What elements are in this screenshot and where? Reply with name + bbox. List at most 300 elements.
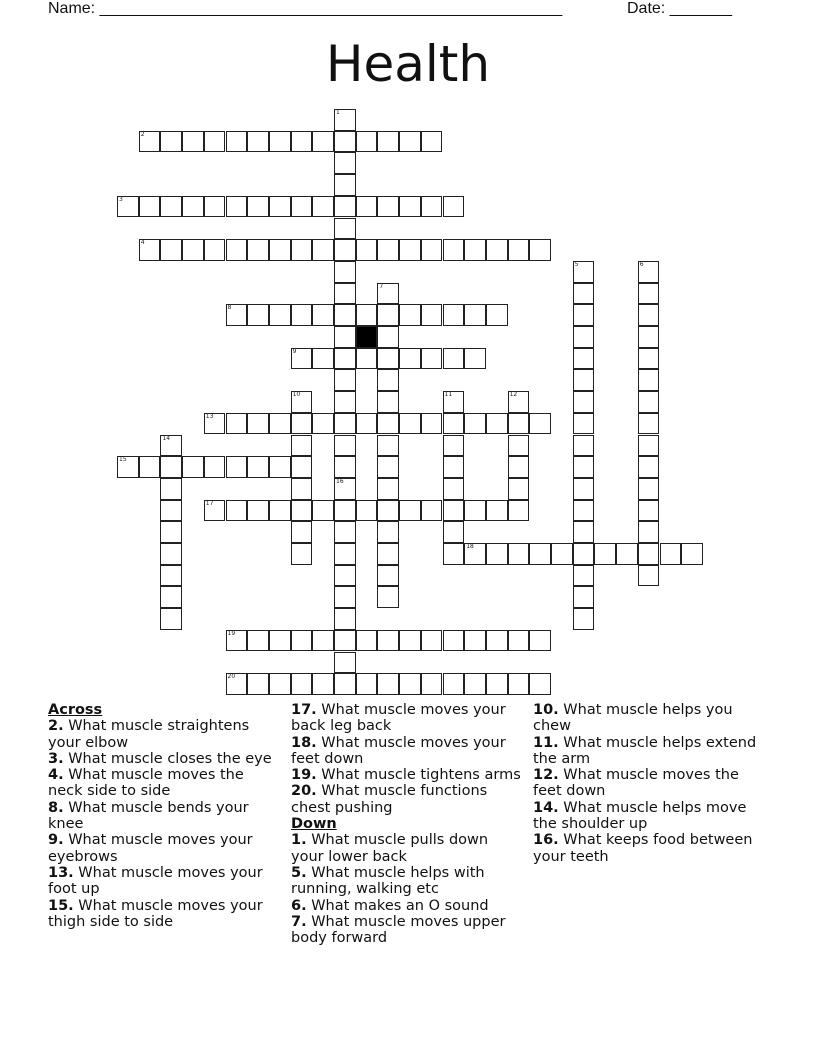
grid-cell[interactable]	[377, 543, 399, 565]
grid-cell[interactable]	[443, 521, 465, 543]
grid-cell[interactable]	[377, 630, 399, 652]
grid-cell[interactable]	[508, 543, 530, 565]
grid-cell[interactable]	[638, 304, 660, 326]
clue-number: 7	[379, 282, 384, 290]
clue-number-label: 4.	[48, 767, 64, 784]
grid-cell[interactable]	[291, 304, 313, 326]
grid-cell[interactable]	[377, 500, 399, 522]
grid-cell[interactable]	[377, 326, 399, 348]
clue-text: What muscle moves the feet down	[533, 767, 739, 800]
clue-text: What keeps food between your teeth	[533, 832, 753, 865]
clue-text: What muscle helps move the shoulder up	[533, 799, 747, 833]
grid-cell[interactable]	[247, 196, 269, 218]
grid-cell[interactable]	[377, 304, 399, 326]
grid-cell[interactable]	[377, 369, 399, 391]
grid-cell[interactable]	[638, 391, 660, 413]
grid-cell[interactable]	[638, 283, 660, 305]
grid-cell[interactable]	[269, 239, 291, 261]
clue-number: 5	[574, 260, 579, 268]
clue-text: What muscle moves your foot up	[48, 864, 263, 898]
clue-number-label: 15.	[48, 897, 74, 914]
grid-cell[interactable]	[182, 239, 204, 261]
grid-cell[interactable]	[486, 630, 508, 652]
grid-cell[interactable]	[334, 218, 356, 240]
grid-cell[interactable]	[160, 435, 182, 457]
grid-cell[interactable]	[160, 521, 182, 543]
grid-cell[interactable]	[291, 196, 313, 218]
grid-cell[interactable]	[443, 478, 465, 500]
grid-cell[interactable]	[573, 261, 595, 283]
grid-cell[interactable]	[356, 500, 378, 522]
clue-number: 2	[140, 130, 145, 138]
grid-cell[interactable]	[160, 586, 182, 608]
grid-cell[interactable]	[508, 239, 530, 261]
grid-cell[interactable]	[399, 196, 421, 218]
grid-cell[interactable]	[247, 456, 269, 478]
grid-cell[interactable]	[269, 500, 291, 522]
grid-cell[interactable]	[334, 109, 356, 131]
grid-cell[interactable]	[594, 543, 616, 565]
grid-cell[interactable]	[529, 630, 551, 652]
grid-cell[interactable]	[269, 131, 291, 153]
grid-cell[interactable]	[226, 304, 248, 326]
grid-cell[interactable]	[421, 348, 443, 370]
clue-number: 11	[444, 391, 453, 399]
grid-cell[interactable]	[377, 348, 399, 370]
clue-number-label: 14.	[533, 799, 559, 816]
grid-cell[interactable]	[160, 131, 182, 153]
grid-cell[interactable]	[399, 630, 421, 652]
grid-cell[interactable]	[334, 196, 356, 218]
grid-cell[interactable]	[160, 456, 182, 478]
grid-cell[interactable]	[573, 586, 595, 608]
grid-cell[interactable]	[334, 652, 356, 674]
grid-cell[interactable]	[204, 196, 226, 218]
grid-cell[interactable]	[291, 500, 313, 522]
grid-cell[interactable]	[117, 196, 139, 218]
grid-cell[interactable]	[312, 131, 334, 153]
clue-number: 8	[227, 304, 232, 312]
clue-item	[48, 832, 273, 865]
grid-cell[interactable]	[334, 456, 356, 478]
grid-cell[interactable]	[139, 239, 161, 261]
grid-cell[interactable]	[573, 283, 595, 305]
grid-cell[interactable]	[377, 283, 399, 305]
clue-item	[291, 865, 521, 898]
grid-cell[interactable]	[508, 673, 530, 695]
clue-number: 16	[336, 477, 344, 485]
clue-number-label: 8.	[48, 799, 64, 816]
grid-cell[interactable]	[160, 543, 182, 565]
grid-cell[interactable]	[464, 543, 486, 565]
grid-cell[interactable]	[160, 565, 182, 587]
grid-cell[interactable]	[660, 543, 682, 565]
grid-cell[interactable]	[573, 543, 595, 565]
grid-cell[interactable]	[247, 413, 269, 435]
grid-cell[interactable]	[269, 630, 291, 652]
grid-cell[interactable]	[529, 543, 551, 565]
grid-cell[interactable]	[421, 239, 443, 261]
grid-cell[interactable]	[464, 239, 486, 261]
grid-cell[interactable]	[573, 348, 595, 370]
grid-cell[interactable]	[638, 348, 660, 370]
clues-column-1	[48, 702, 273, 930]
grid-cell[interactable]	[334, 326, 356, 348]
grid-cell[interactable]	[160, 478, 182, 500]
grid-cell[interactable]	[291, 131, 313, 153]
grid-cell[interactable]	[443, 348, 465, 370]
grid-cell[interactable]	[508, 413, 530, 435]
grid-cell[interactable]	[399, 304, 421, 326]
clue-number: 10	[292, 391, 301, 399]
grid-cell[interactable]	[638, 261, 660, 283]
grid-cell[interactable]	[638, 521, 660, 543]
grid-cell[interactable]	[573, 500, 595, 522]
grid-cell[interactable]	[356, 413, 378, 435]
clue-text: What muscle moves your eyebrows	[48, 832, 253, 865]
clue-item	[291, 767, 521, 783]
grid-cell[interactable]	[486, 500, 508, 522]
grid-cell[interactable]	[226, 413, 248, 435]
grid-cell[interactable]	[334, 152, 356, 174]
grid-cell[interactable]	[291, 521, 313, 543]
grid-cell[interactable]	[139, 131, 161, 153]
grid-cell[interactable]	[356, 304, 378, 326]
grid-cell[interactable]	[334, 586, 356, 608]
grid-cell[interactable]	[638, 478, 660, 500]
grid-cell[interactable]	[573, 435, 595, 457]
grid-cell[interactable]	[573, 326, 595, 348]
clues-column-3	[533, 702, 768, 865]
clue-number-label: 6.	[291, 897, 307, 914]
grid-cell[interactable]	[486, 543, 508, 565]
grid-cell[interactable]	[443, 543, 465, 565]
grid-cell[interactable]	[421, 673, 443, 695]
grid-cell[interactable]	[508, 456, 530, 478]
grid-cell[interactable]	[160, 608, 182, 630]
grid-cell[interactable]	[377, 413, 399, 435]
clue-number: 13	[205, 412, 214, 420]
clue-item	[48, 898, 273, 931]
grid-cell[interactable]	[334, 478, 356, 500]
clue-text: What muscle pulls down your lower back	[291, 832, 489, 865]
grid-cell[interactable]	[377, 478, 399, 500]
grid-cell[interactable]	[291, 391, 313, 413]
clue-number-label: 17.	[291, 702, 317, 718]
grid-cell[interactable]	[443, 630, 465, 652]
clue-number-label: 5.	[291, 864, 307, 881]
grid-cell[interactable]	[247, 673, 269, 695]
grid-cell[interactable]	[464, 348, 486, 370]
grid-cell[interactable]	[377, 239, 399, 261]
clue-item	[48, 800, 273, 833]
grid-cell[interactable]	[377, 565, 399, 587]
grid-cell[interactable]	[377, 391, 399, 413]
grid-cell[interactable]	[312, 196, 334, 218]
grid-cell[interactable]	[312, 239, 334, 261]
grid-cell[interactable]	[291, 630, 313, 652]
grid-cell[interactable]	[334, 283, 356, 305]
grid-cell[interactable]	[573, 391, 595, 413]
grid-cell[interactable]	[269, 456, 291, 478]
grid-cell[interactable]	[573, 456, 595, 478]
clue-number: 17	[205, 499, 214, 507]
grid-cell[interactable]	[508, 630, 530, 652]
grid-cell[interactable]	[638, 565, 660, 587]
grid-cell[interactable]	[334, 369, 356, 391]
clue-item	[48, 767, 273, 800]
grid-cell[interactable]	[269, 673, 291, 695]
grid-cell[interactable]	[226, 630, 248, 652]
grid-cell[interactable]	[226, 196, 248, 218]
grid-cell[interactable]	[573, 478, 595, 500]
grid-cell[interactable]	[334, 348, 356, 370]
clue-number-label: 20.	[291, 783, 317, 800]
grid-cell[interactable]	[486, 304, 508, 326]
grid-cell[interactable]	[443, 673, 465, 695]
grid-cell[interactable]	[421, 500, 443, 522]
grid-cell[interactable]	[443, 456, 465, 478]
grid-cell[interactable]	[334, 435, 356, 457]
grid-cell[interactable]	[529, 239, 551, 261]
grid-cell[interactable]	[226, 131, 248, 153]
grid-cell[interactable]	[508, 391, 530, 413]
clue-item	[48, 751, 273, 767]
grid-cell[interactable]	[486, 239, 508, 261]
grid-cell[interactable]	[377, 131, 399, 153]
grid-cell[interactable]	[204, 413, 226, 435]
grid-cell[interactable]	[443, 435, 465, 457]
clue-text: What muscle functions chest pushing	[291, 783, 488, 816]
grid-cell[interactable]	[312, 304, 334, 326]
clue-text: What muscle bends your knee	[48, 799, 249, 833]
grid-cell[interactable]	[204, 239, 226, 261]
grid-cell[interactable]	[529, 673, 551, 695]
grid-cell[interactable]	[573, 565, 595, 587]
grid-cell[interactable]	[377, 456, 399, 478]
clue-item	[291, 735, 521, 768]
black-square	[356, 326, 378, 348]
clue-text: What muscle straightens your elbow	[48, 718, 250, 751]
grid-cell[interactable]	[681, 543, 703, 565]
grid-cell[interactable]	[247, 131, 269, 153]
grid-cell[interactable]	[182, 196, 204, 218]
grid-cell[interactable]	[334, 673, 356, 695]
grid-cell[interactable]	[443, 196, 465, 218]
grid-cell[interactable]	[573, 304, 595, 326]
down-clue-list-continued	[533, 702, 768, 865]
grid-cell[interactable]	[334, 304, 356, 326]
clues-column-2	[291, 702, 521, 946]
grid-cell[interactable]	[160, 239, 182, 261]
clue-number-label: 2.	[48, 718, 64, 735]
grid-cell[interactable]	[334, 500, 356, 522]
grid-cell[interactable]	[638, 413, 660, 435]
clue-item	[48, 865, 273, 898]
grid-cell[interactable]	[443, 391, 465, 413]
grid-cell[interactable]	[269, 196, 291, 218]
grid-cell[interactable]	[160, 196, 182, 218]
grid-cell[interactable]	[334, 565, 356, 587]
grid-cell[interactable]	[312, 500, 334, 522]
grid-cell[interactable]	[356, 630, 378, 652]
grid-cell[interactable]	[247, 630, 269, 652]
grid-cell[interactable]	[269, 304, 291, 326]
grid-cell[interactable]	[160, 500, 182, 522]
grid-cell[interactable]	[638, 326, 660, 348]
grid-cell[interactable]	[182, 456, 204, 478]
clue-text: What muscle moves your feet down	[291, 734, 506, 767]
grid-cell[interactable]	[226, 239, 248, 261]
grid-cell[interactable]	[334, 413, 356, 435]
clue-item	[291, 914, 521, 947]
grid-cell[interactable]	[269, 413, 291, 435]
grid-cell[interactable]	[573, 369, 595, 391]
grid-cell[interactable]	[377, 586, 399, 608]
grid-cell[interactable]	[226, 673, 248, 695]
grid-cell[interactable]	[399, 413, 421, 435]
grid-cell[interactable]	[291, 435, 313, 457]
grid-cell[interactable]	[421, 413, 443, 435]
grid-cell[interactable]	[421, 131, 443, 153]
clue-text: What muscle moves the neck side to side	[48, 767, 244, 800]
grid-cell[interactable]	[247, 304, 269, 326]
grid-cell[interactable]	[399, 500, 421, 522]
grid-cell[interactable]	[638, 435, 660, 457]
grid-cell[interactable]	[291, 413, 313, 435]
grid-cell[interactable]	[291, 456, 313, 478]
grid-cell[interactable]	[312, 630, 334, 652]
grid-cell[interactable]	[638, 456, 660, 478]
grid-cell[interactable]	[377, 196, 399, 218]
clue-number: 14	[162, 434, 171, 442]
grid-cell[interactable]	[291, 543, 313, 565]
grid-cell[interactable]	[551, 543, 573, 565]
grid-cell[interactable]	[334, 261, 356, 283]
clue-item	[533, 832, 768, 865]
grid-cell[interactable]	[356, 348, 378, 370]
across-clue-list-continued	[291, 702, 521, 816]
grid-cell[interactable]	[334, 630, 356, 652]
date-field-label: Date: _______	[627, 0, 732, 17]
grid-cell[interactable]	[226, 456, 248, 478]
grid-cell[interactable]	[529, 413, 551, 435]
grid-cell[interactable]	[486, 673, 508, 695]
clue-number-label: 1.	[291, 832, 307, 849]
grid-cell[interactable]	[464, 500, 486, 522]
clue-text: What muscle helps extend the arm	[533, 734, 757, 767]
grid-cell[interactable]	[334, 543, 356, 565]
clue-text: What makes an O sound	[311, 897, 489, 914]
grid-cell[interactable]	[443, 239, 465, 261]
clue-item	[291, 783, 521, 816]
grid-cell[interactable]	[247, 239, 269, 261]
grid-cell[interactable]	[312, 348, 334, 370]
grid-cell[interactable]	[117, 456, 139, 478]
grid-cell[interactable]	[421, 304, 443, 326]
grid-cell[interactable]	[377, 435, 399, 457]
grid-cell[interactable]	[356, 673, 378, 695]
grid-cell[interactable]	[464, 630, 486, 652]
grid-cell[interactable]	[356, 196, 378, 218]
grid-cell[interactable]	[204, 500, 226, 522]
grid-cell[interactable]	[508, 435, 530, 457]
grid-cell[interactable]	[334, 174, 356, 196]
clue-number: 19	[227, 629, 236, 637]
grid-cell[interactable]	[443, 304, 465, 326]
grid-cell[interactable]	[421, 630, 443, 652]
grid-cell[interactable]	[573, 521, 595, 543]
clue-number: 3	[119, 195, 123, 203]
grid-cell[interactable]	[377, 673, 399, 695]
grid-cell[interactable]	[247, 500, 269, 522]
grid-cell[interactable]	[291, 673, 313, 695]
grid-cell[interactable]	[356, 131, 378, 153]
grid-cell[interactable]	[399, 348, 421, 370]
grid-cell[interactable]	[486, 413, 508, 435]
grid-cell[interactable]	[312, 413, 334, 435]
grid-cell[interactable]	[638, 543, 660, 565]
clue-item	[48, 718, 273, 751]
grid-cell[interactable]	[443, 500, 465, 522]
grid-cell[interactable]	[443, 413, 465, 435]
grid-cell[interactable]	[334, 239, 356, 261]
grid-cell[interactable]	[291, 239, 313, 261]
clue-number: 1	[336, 109, 340, 116]
grid-cell[interactable]	[334, 391, 356, 413]
grid-cell[interactable]	[638, 369, 660, 391]
clue-text: What muscle tightens arms	[321, 767, 521, 784]
grid-cell[interactable]	[616, 543, 638, 565]
grid-cell[interactable]	[182, 131, 204, 153]
grid-cell[interactable]	[226, 500, 248, 522]
grid-cell[interactable]	[291, 348, 313, 370]
clue-item	[533, 735, 768, 768]
grid-cell[interactable]	[638, 500, 660, 522]
clue-number-label: 19.	[291, 767, 317, 784]
grid-cell[interactable]	[573, 413, 595, 435]
grid-cell[interactable]	[464, 413, 486, 435]
grid-cell[interactable]	[139, 196, 161, 218]
grid-cell[interactable]	[377, 521, 399, 543]
grid-cell[interactable]	[334, 131, 356, 153]
grid-cell[interactable]	[464, 673, 486, 695]
grid-cell[interactable]	[399, 239, 421, 261]
grid-cell[interactable]	[573, 608, 595, 630]
grid-cell[interactable]	[334, 608, 356, 630]
grid-cell[interactable]	[421, 196, 443, 218]
clue-number: 15	[119, 456, 127, 464]
grid-cell[interactable]	[399, 131, 421, 153]
grid-cell[interactable]	[399, 673, 421, 695]
clue-number: 6	[639, 260, 644, 268]
down-heading: Down	[291, 816, 337, 833]
grid-cell[interactable]	[312, 673, 334, 695]
grid-cell[interactable]	[291, 478, 313, 500]
clue-number: 4	[140, 239, 145, 247]
clue-text: What muscle closes the eye	[68, 750, 272, 767]
grid-cell[interactable]	[139, 456, 161, 478]
puzzle-title: Health	[325, 35, 491, 93]
grid-cell[interactable]	[334, 521, 356, 543]
grid-cell[interactable]	[204, 131, 226, 153]
grid-cell[interactable]	[508, 500, 530, 522]
grid-cell[interactable]	[464, 304, 486, 326]
grid-cell[interactable]	[204, 456, 226, 478]
grid-cell[interactable]	[356, 239, 378, 261]
across-clue-list	[48, 718, 273, 930]
grid-cell[interactable]	[508, 478, 530, 500]
